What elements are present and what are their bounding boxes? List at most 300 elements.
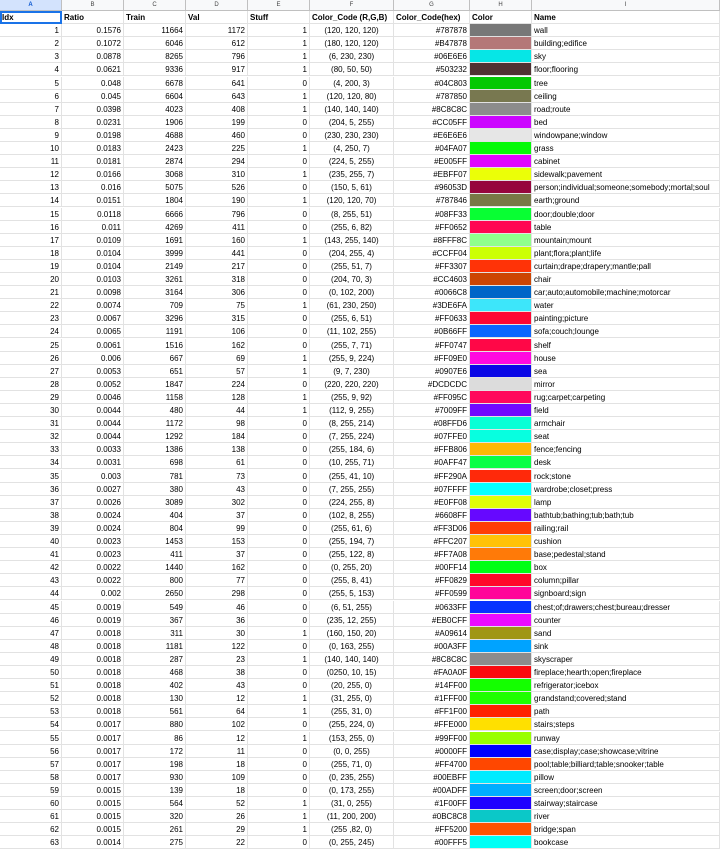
idx-cell[interactable]: 26: [0, 352, 62, 365]
name-cell[interactable]: floor;flooring: [532, 63, 720, 76]
color-swatch-cell[interactable]: [470, 718, 532, 731]
color-swatch-cell[interactable]: [470, 63, 532, 76]
val-cell[interactable]: 190: [186, 194, 248, 207]
hex-cell[interactable]: #CC05FF: [394, 116, 470, 129]
idx-cell[interactable]: 47: [0, 627, 62, 640]
name-cell[interactable]: car;auto;automobile;machine;motorcar: [532, 286, 720, 299]
name-cell[interactable]: water: [532, 299, 720, 312]
stuff-cell[interactable]: 1: [248, 692, 310, 705]
hex-cell[interactable]: #FF7A08: [394, 548, 470, 561]
name-cell[interactable]: mirror: [532, 378, 720, 391]
train-cell[interactable]: 411: [124, 548, 186, 561]
color-swatch-cell[interactable]: [470, 692, 532, 705]
stuff-cell[interactable]: 0: [248, 522, 310, 535]
idx-cell[interactable]: 34: [0, 456, 62, 469]
ratio-cell[interactable]: 0.0026: [62, 496, 124, 509]
stuff-cell[interactable]: 0: [248, 483, 310, 496]
idx-cell[interactable]: 32: [0, 430, 62, 443]
train-cell[interactable]: 781: [124, 470, 186, 483]
idx-cell[interactable]: 11: [0, 155, 62, 168]
color-swatch-cell[interactable]: [470, 116, 532, 129]
ratio-cell[interactable]: 0.0024: [62, 522, 124, 535]
stuff-cell[interactable]: 1: [248, 823, 310, 836]
train-cell[interactable]: 667: [124, 352, 186, 365]
rgb-cell[interactable]: (255, 6, 51): [310, 312, 394, 325]
train-cell[interactable]: 1453: [124, 535, 186, 548]
val-cell[interactable]: 98: [186, 417, 248, 430]
idx-cell[interactable]: 21: [0, 286, 62, 299]
ratio-cell[interactable]: 0.0033: [62, 443, 124, 456]
train-cell[interactable]: 172: [124, 745, 186, 758]
train-cell[interactable]: 804: [124, 522, 186, 535]
ratio-cell[interactable]: 0.048: [62, 77, 124, 90]
val-cell[interactable]: 57: [186, 365, 248, 378]
color-swatch-cell[interactable]: [470, 522, 532, 535]
color-swatch-cell[interactable]: [470, 535, 532, 548]
hex-cell[interactable]: #00FF14: [394, 561, 470, 574]
stuff-cell[interactable]: 1: [248, 705, 310, 718]
val-cell[interactable]: 641: [186, 77, 248, 90]
stuff-cell[interactable]: 0: [248, 378, 310, 391]
rgb-cell[interactable]: (143, 255, 140): [310, 234, 394, 247]
color-swatch-cell[interactable]: [470, 679, 532, 692]
rgb-cell[interactable]: (0, 255, 20): [310, 561, 394, 574]
rgb-cell[interactable]: (255, 5, 153): [310, 587, 394, 600]
color-swatch-cell[interactable]: [470, 378, 532, 391]
train-cell[interactable]: 3089: [124, 496, 186, 509]
hex-cell[interactable]: #14FF00: [394, 679, 470, 692]
hex-cell[interactable]: #07FFFF: [394, 483, 470, 496]
hex-cell[interactable]: #E005FF: [394, 155, 470, 168]
hex-cell[interactable]: #CCFF04: [394, 247, 470, 260]
name-cell[interactable]: screen;door;screen: [532, 784, 720, 797]
train-cell[interactable]: 2423: [124, 142, 186, 155]
train-cell[interactable]: 564: [124, 797, 186, 810]
val-cell[interactable]: 162: [186, 561, 248, 574]
hex-cell[interactable]: #EBFF07: [394, 168, 470, 181]
val-cell[interactable]: 102: [186, 718, 248, 731]
val-cell[interactable]: 11: [186, 745, 248, 758]
train-cell[interactable]: 1191: [124, 325, 186, 338]
idx-cell[interactable]: 17: [0, 234, 62, 247]
rgb-cell[interactable]: (120, 120, 80): [310, 90, 394, 103]
color-swatch-cell[interactable]: [470, 24, 532, 37]
stuff-cell[interactable]: 0: [248, 836, 310, 849]
idx-cell[interactable]: 49: [0, 653, 62, 666]
hex-cell[interactable]: #FF4700: [394, 758, 470, 771]
ratio-cell[interactable]: 0.002: [62, 587, 124, 600]
idx-cell[interactable]: 59: [0, 784, 62, 797]
hex-cell[interactable]: #E6E6E6: [394, 129, 470, 142]
hex-cell[interactable]: #07FFE0: [394, 430, 470, 443]
train-cell[interactable]: 402: [124, 679, 186, 692]
color-swatch-cell[interactable]: [470, 103, 532, 116]
hex-cell[interactable]: #FFB806: [394, 443, 470, 456]
stuff-cell[interactable]: 0: [248, 116, 310, 129]
train-cell[interactable]: 4688: [124, 129, 186, 142]
ratio-cell[interactable]: 0.0044: [62, 430, 124, 443]
val-cell[interactable]: 18: [186, 784, 248, 797]
train-cell[interactable]: 3164: [124, 286, 186, 299]
hex-cell[interactable]: #DCDCDC: [394, 378, 470, 391]
stuff-cell[interactable]: 0: [248, 325, 310, 338]
hex-cell[interactable]: #FF0633: [394, 312, 470, 325]
val-cell[interactable]: 30: [186, 627, 248, 640]
name-cell[interactable]: seat: [532, 430, 720, 443]
train-cell[interactable]: 6678: [124, 77, 186, 90]
rgb-cell[interactable]: (0, 163, 255): [310, 640, 394, 653]
idx-cell[interactable]: 6: [0, 90, 62, 103]
train-cell[interactable]: 1804: [124, 194, 186, 207]
hex-cell[interactable]: #1FFF00: [394, 692, 470, 705]
train-cell[interactable]: 1691: [124, 234, 186, 247]
idx-cell[interactable]: 50: [0, 666, 62, 679]
train-cell[interactable]: 468: [124, 666, 186, 679]
rgb-cell[interactable]: (160, 150, 20): [310, 627, 394, 640]
idx-cell[interactable]: 2: [0, 37, 62, 50]
val-cell[interactable]: 128: [186, 391, 248, 404]
val-cell[interactable]: 64: [186, 705, 248, 718]
name-cell[interactable]: road;route: [532, 103, 720, 116]
val-cell[interactable]: 796: [186, 208, 248, 221]
idx-cell[interactable]: 52: [0, 692, 62, 705]
stuff-cell[interactable]: 0: [248, 430, 310, 443]
train-cell[interactable]: 5075: [124, 181, 186, 194]
val-cell[interactable]: 199: [186, 116, 248, 129]
hex-cell[interactable]: #7009FF: [394, 404, 470, 417]
idx-cell[interactable]: 14: [0, 194, 62, 207]
rgb-cell[interactable]: (255, 7, 71): [310, 339, 394, 352]
header-cell[interactable]: Idx: [0, 11, 62, 24]
stuff-cell[interactable]: 1: [248, 168, 310, 181]
column-letter-g[interactable]: G: [394, 0, 470, 11]
ratio-cell[interactable]: 0.0019: [62, 601, 124, 614]
stuff-cell[interactable]: 1: [248, 732, 310, 745]
color-swatch-cell[interactable]: [470, 299, 532, 312]
hex-cell[interactable]: #FF095C: [394, 391, 470, 404]
color-swatch-cell[interactable]: [470, 666, 532, 679]
idx-cell[interactable]: 53: [0, 705, 62, 718]
train-cell[interactable]: 86: [124, 732, 186, 745]
name-cell[interactable]: chair: [532, 273, 720, 286]
hex-cell[interactable]: #0BC8C8: [394, 810, 470, 823]
train-cell[interactable]: 9336: [124, 63, 186, 76]
hex-cell[interactable]: #E0FF08: [394, 496, 470, 509]
hex-cell[interactable]: #6608FF: [394, 509, 470, 522]
stuff-cell[interactable]: 0: [248, 208, 310, 221]
name-cell[interactable]: mountain;mount: [532, 234, 720, 247]
idx-cell[interactable]: 20: [0, 273, 62, 286]
stuff-cell[interactable]: 1: [248, 194, 310, 207]
rgb-cell[interactable]: (235, 12, 255): [310, 614, 394, 627]
name-cell[interactable]: fence;fencing: [532, 443, 720, 456]
stuff-cell[interactable]: 1: [248, 299, 310, 312]
stuff-cell[interactable]: 0: [248, 286, 310, 299]
idx-cell[interactable]: 25: [0, 339, 62, 352]
rgb-cell[interactable]: (150, 5, 61): [310, 181, 394, 194]
idx-cell[interactable]: 18: [0, 247, 62, 260]
hex-cell[interactable]: #00FFF5: [394, 836, 470, 849]
train-cell[interactable]: 311: [124, 627, 186, 640]
ratio-cell[interactable]: 0.0022: [62, 574, 124, 587]
name-cell[interactable]: refrigerator;icebox: [532, 679, 720, 692]
name-cell[interactable]: house: [532, 352, 720, 365]
rgb-cell[interactable]: (11, 200, 200): [310, 810, 394, 823]
train-cell[interactable]: 3261: [124, 273, 186, 286]
stuff-cell[interactable]: 0: [248, 129, 310, 142]
rgb-cell[interactable]: (255, 9, 92): [310, 391, 394, 404]
hex-cell[interactable]: #0000FF: [394, 745, 470, 758]
train-cell[interactable]: 709: [124, 299, 186, 312]
ratio-cell[interactable]: 0.0621: [62, 63, 124, 76]
rgb-cell[interactable]: (0, 255, 245): [310, 836, 394, 849]
stuff-cell[interactable]: 0: [248, 548, 310, 561]
color-swatch-cell[interactable]: [470, 325, 532, 338]
idx-cell[interactable]: 37: [0, 496, 62, 509]
idx-cell[interactable]: 44: [0, 587, 62, 600]
color-swatch-cell[interactable]: [470, 247, 532, 260]
ratio-cell[interactable]: 0.0015: [62, 797, 124, 810]
train-cell[interactable]: 2650: [124, 587, 186, 600]
rgb-cell[interactable]: (255 ,82, 0): [310, 823, 394, 836]
val-cell[interactable]: 796: [186, 50, 248, 63]
val-cell[interactable]: 26: [186, 810, 248, 823]
name-cell[interactable]: person;individual;someone;somebody;mortal;soul: [532, 181, 720, 194]
hex-cell[interactable]: #787850: [394, 90, 470, 103]
ratio-cell[interactable]: 0.0878: [62, 50, 124, 63]
train-cell[interactable]: 2874: [124, 155, 186, 168]
name-cell[interactable]: stairs;steps: [532, 718, 720, 731]
color-swatch-cell[interactable]: [470, 352, 532, 365]
color-swatch-cell[interactable]: [470, 456, 532, 469]
idx-cell[interactable]: 41: [0, 548, 62, 561]
val-cell[interactable]: 441: [186, 247, 248, 260]
train-cell[interactable]: 800: [124, 574, 186, 587]
train-cell[interactable]: 480: [124, 404, 186, 417]
train-cell[interactable]: 1172: [124, 417, 186, 430]
idx-cell[interactable]: 42: [0, 561, 62, 574]
rgb-cell[interactable]: (112, 9, 255): [310, 404, 394, 417]
rgb-cell[interactable]: (20, 255, 0): [310, 679, 394, 692]
stuff-cell[interactable]: 0: [248, 679, 310, 692]
rgb-cell[interactable]: (6, 51, 255): [310, 601, 394, 614]
name-cell[interactable]: box: [532, 561, 720, 574]
idx-cell[interactable]: 30: [0, 404, 62, 417]
idx-cell[interactable]: 5: [0, 77, 62, 90]
idx-cell[interactable]: 57: [0, 758, 62, 771]
ratio-cell[interactable]: 0.0031: [62, 456, 124, 469]
idx-cell[interactable]: 15: [0, 208, 62, 221]
color-swatch-cell[interactable]: [470, 758, 532, 771]
name-cell[interactable]: sink: [532, 640, 720, 653]
name-cell[interactable]: chest;of;drawers;chest;bureau;dresser: [532, 601, 720, 614]
name-cell[interactable]: sofa;couch;lounge: [532, 325, 720, 338]
val-cell[interactable]: 46: [186, 601, 248, 614]
train-cell[interactable]: 698: [124, 456, 186, 469]
ratio-cell[interactable]: 0.0067: [62, 312, 124, 325]
rgb-cell[interactable]: (220, 220, 220): [310, 378, 394, 391]
stuff-cell[interactable]: 0: [248, 640, 310, 653]
val-cell[interactable]: 217: [186, 260, 248, 273]
color-swatch-cell[interactable]: [470, 614, 532, 627]
idx-cell[interactable]: 35: [0, 470, 62, 483]
rgb-cell[interactable]: (102, 8, 255): [310, 509, 394, 522]
column-letter-e[interactable]: E: [248, 0, 310, 11]
train-cell[interactable]: 1516: [124, 339, 186, 352]
ratio-cell[interactable]: 0.0015: [62, 784, 124, 797]
name-cell[interactable]: bookcase: [532, 836, 720, 849]
rgb-cell[interactable]: (180, 120, 120): [310, 37, 394, 50]
ratio-cell[interactable]: 0.0103: [62, 273, 124, 286]
train-cell[interactable]: 8265: [124, 50, 186, 63]
ratio-cell[interactable]: 0.0018: [62, 705, 124, 718]
stuff-cell[interactable]: 1: [248, 352, 310, 365]
train-cell[interactable]: 4269: [124, 221, 186, 234]
name-cell[interactable]: railing;rail: [532, 522, 720, 535]
train-cell[interactable]: 367: [124, 614, 186, 627]
header-cell[interactable]: Name: [532, 11, 720, 24]
idx-cell[interactable]: 22: [0, 299, 62, 312]
stuff-cell[interactable]: 0: [248, 561, 310, 574]
idx-cell[interactable]: 51: [0, 679, 62, 692]
name-cell[interactable]: path: [532, 705, 720, 718]
rgb-cell[interactable]: (255, 194, 7): [310, 535, 394, 548]
val-cell[interactable]: 160: [186, 234, 248, 247]
hex-cell[interactable]: #8FFF8C: [394, 234, 470, 247]
idx-cell[interactable]: 38: [0, 509, 62, 522]
name-cell[interactable]: runway: [532, 732, 720, 745]
train-cell[interactable]: 1847: [124, 378, 186, 391]
val-cell[interactable]: 52: [186, 797, 248, 810]
column-letter-i[interactable]: I: [532, 0, 720, 11]
color-swatch-cell[interactable]: [470, 129, 532, 142]
idx-cell[interactable]: 45: [0, 601, 62, 614]
name-cell[interactable]: ceiling: [532, 90, 720, 103]
color-swatch-cell[interactable]: [470, 601, 532, 614]
stuff-cell[interactable]: 0: [248, 260, 310, 273]
val-cell[interactable]: 612: [186, 37, 248, 50]
hex-cell[interactable]: #0633FF: [394, 601, 470, 614]
name-cell[interactable]: plant;flora;plant;life: [532, 247, 720, 260]
ratio-cell[interactable]: 0.016: [62, 181, 124, 194]
ratio-cell[interactable]: 0.0023: [62, 535, 124, 548]
name-cell[interactable]: rock;stone: [532, 470, 720, 483]
hex-cell[interactable]: #FF5200: [394, 823, 470, 836]
val-cell[interactable]: 23: [186, 653, 248, 666]
ratio-cell[interactable]: 0.045: [62, 90, 124, 103]
train-cell[interactable]: 930: [124, 771, 186, 784]
name-cell[interactable]: pillow: [532, 771, 720, 784]
hex-cell[interactable]: #A09614: [394, 627, 470, 640]
rgb-cell[interactable]: (8, 255, 214): [310, 417, 394, 430]
name-cell[interactable]: tree: [532, 77, 720, 90]
val-cell[interactable]: 225: [186, 142, 248, 155]
ratio-cell[interactable]: 0.0044: [62, 404, 124, 417]
val-cell[interactable]: 315: [186, 312, 248, 325]
train-cell[interactable]: 1292: [124, 430, 186, 443]
rgb-cell[interactable]: (204, 70, 3): [310, 273, 394, 286]
stuff-cell[interactable]: 1: [248, 63, 310, 76]
idx-cell[interactable]: 23: [0, 312, 62, 325]
hex-cell[interactable]: #0B66FF: [394, 325, 470, 338]
stuff-cell[interactable]: 0: [248, 496, 310, 509]
hex-cell[interactable]: #00ADFF: [394, 784, 470, 797]
rgb-cell[interactable]: (120, 120, 120): [310, 24, 394, 37]
val-cell[interactable]: 138: [186, 443, 248, 456]
idx-cell[interactable]: 33: [0, 443, 62, 456]
name-cell[interactable]: rug;carpet;carpeting: [532, 391, 720, 404]
rgb-cell[interactable]: (140, 140, 140): [310, 103, 394, 116]
color-swatch-cell[interactable]: [470, 509, 532, 522]
train-cell[interactable]: 6604: [124, 90, 186, 103]
ratio-cell[interactable]: 0.0104: [62, 260, 124, 273]
stuff-cell[interactable]: 0: [248, 535, 310, 548]
ratio-cell[interactable]: 0.0046: [62, 391, 124, 404]
val-cell[interactable]: 408: [186, 103, 248, 116]
val-cell[interactable]: 643: [186, 90, 248, 103]
name-cell[interactable]: sky: [532, 50, 720, 63]
train-cell[interactable]: 3999: [124, 247, 186, 260]
stuff-cell[interactable]: 1: [248, 50, 310, 63]
ratio-cell[interactable]: 0.0017: [62, 732, 124, 745]
val-cell[interactable]: 294: [186, 155, 248, 168]
ratio-cell[interactable]: 0.0044: [62, 417, 124, 430]
idx-cell[interactable]: 43: [0, 574, 62, 587]
ratio-cell[interactable]: 0.0015: [62, 823, 124, 836]
hex-cell[interactable]: #04C803: [394, 77, 470, 90]
color-swatch-cell[interactable]: [470, 732, 532, 745]
stuff-cell[interactable]: 1: [248, 627, 310, 640]
name-cell[interactable]: base;pedestal;stand: [532, 548, 720, 561]
stuff-cell[interactable]: 0: [248, 181, 310, 194]
stuff-cell[interactable]: 0: [248, 784, 310, 797]
ratio-cell[interactable]: 0.0151: [62, 194, 124, 207]
stuff-cell[interactable]: 0: [248, 273, 310, 286]
rgb-cell[interactable]: (255, 6, 82): [310, 221, 394, 234]
rgb-cell[interactable]: (6, 230, 230): [310, 50, 394, 63]
hex-cell[interactable]: #503232: [394, 63, 470, 76]
color-swatch-cell[interactable]: [470, 745, 532, 758]
ratio-cell[interactable]: 0.0027: [62, 483, 124, 496]
train-cell[interactable]: 6666: [124, 208, 186, 221]
stuff-cell[interactable]: 0: [248, 614, 310, 627]
idx-cell[interactable]: 60: [0, 797, 62, 810]
color-swatch-cell[interactable]: [470, 771, 532, 784]
name-cell[interactable]: grass: [532, 142, 720, 155]
color-swatch-cell[interactable]: [470, 194, 532, 207]
train-cell[interactable]: 1440: [124, 561, 186, 574]
rgb-cell[interactable]: (204, 255, 4): [310, 247, 394, 260]
rgb-cell[interactable]: (80, 50, 50): [310, 63, 394, 76]
train-cell[interactable]: 1158: [124, 391, 186, 404]
ratio-cell[interactable]: 0.0074: [62, 299, 124, 312]
train-cell[interactable]: 1181: [124, 640, 186, 653]
rgb-cell[interactable]: (255, 8, 41): [310, 574, 394, 587]
name-cell[interactable]: grandstand;covered;stand: [532, 692, 720, 705]
stuff-cell[interactable]: 0: [248, 758, 310, 771]
header-cell[interactable]: Stuff: [248, 11, 310, 24]
color-swatch-cell[interactable]: [470, 587, 532, 600]
name-cell[interactable]: case;display;case;showcase;vitrine: [532, 745, 720, 758]
hex-cell[interactable]: #787878: [394, 24, 470, 37]
name-cell[interactable]: skyscraper: [532, 653, 720, 666]
val-cell[interactable]: 122: [186, 640, 248, 653]
val-cell[interactable]: 109: [186, 771, 248, 784]
ratio-cell[interactable]: 0.0022: [62, 561, 124, 574]
color-swatch-cell[interactable]: [470, 260, 532, 273]
name-cell[interactable]: painting;picture: [532, 312, 720, 325]
train-cell[interactable]: 380: [124, 483, 186, 496]
